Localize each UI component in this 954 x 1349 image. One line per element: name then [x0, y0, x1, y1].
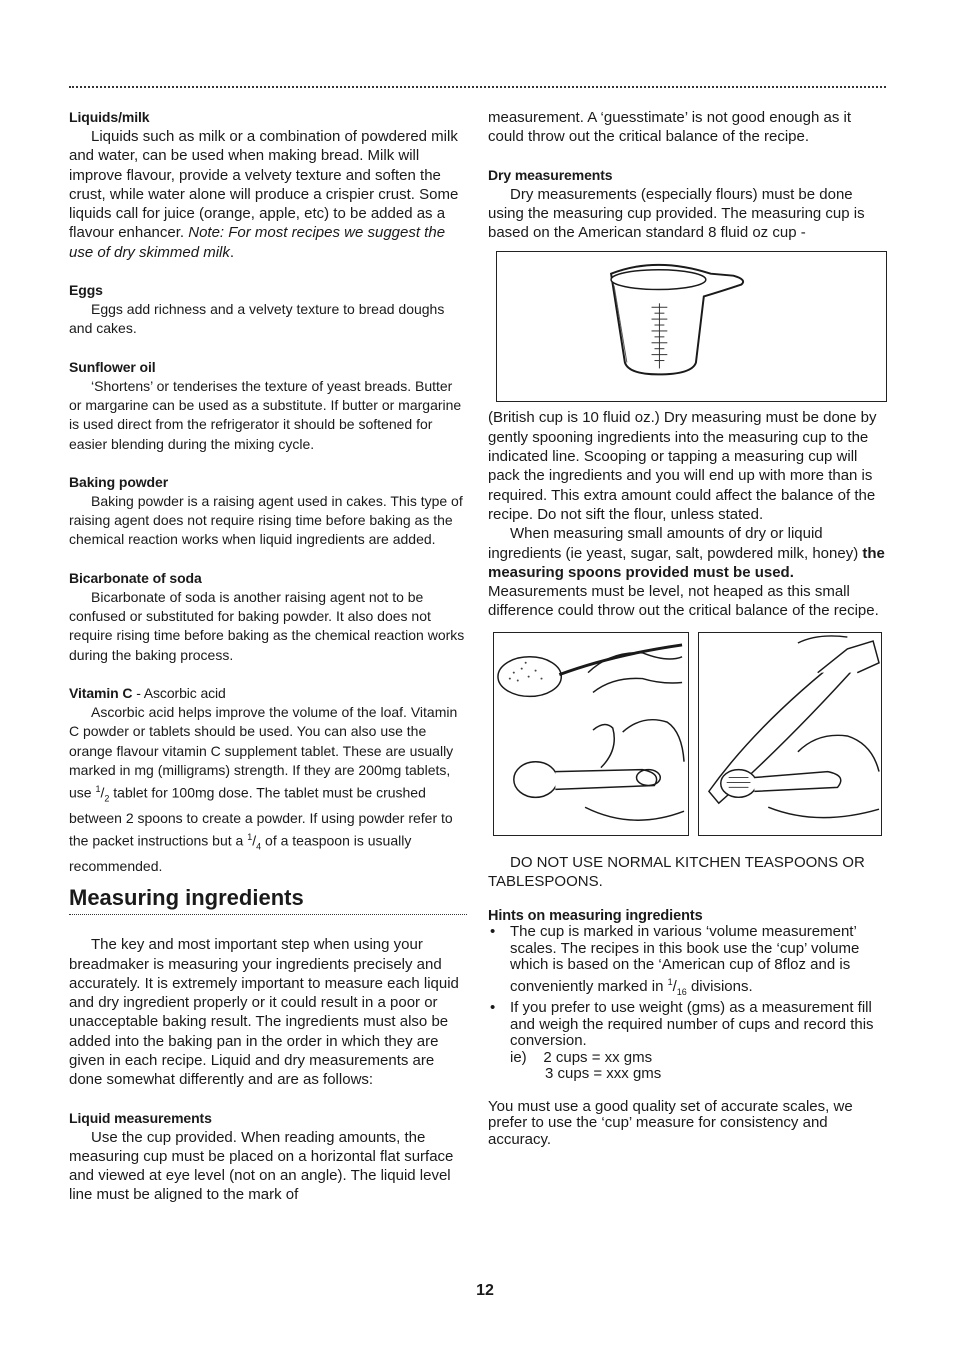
bicarbonate-paragraph: Bicarbonate of soda is another raising agent not to be confused or substituted for baking powder. It also does not require rising time before baking as the chemical reaction works during the baking process. — [69, 588, 465, 663]
measuring-cup-figure — [496, 251, 887, 402]
liquids-paragraph: Liquids such as milk or a combination of powdered milk and water, can be used when making bread. Milk will improve flavour, provide a velvety texture and soften the crust, while water alone will produce a crispier crust. Some liquids call for juice (orange, apple, etc) to be added as a flavour enhancer. Note: For most recipes we suggest the use of dry skimmed milk. — [69, 128, 459, 261]
spooning-illustration — [494, 633, 688, 835]
eggs-heading: Eggs — [69, 282, 103, 299]
sunflower-oil-paragraph: ‘Shortens’ or tenderises the texture of yeast breads. Butter or margarine can be used as a substitute. If butter or margarine is used direct from the refrigerator it should be softened for easier blending during the mixing cycle. — [69, 377, 462, 452]
hints-list — [488, 924, 888, 1050]
page-number: 12 — [476, 1282, 494, 1299]
dry-measurements-paragraph: Dry measurements (especially flours) must be done using the measuring cup provided. The measuring cup is based on the American standard 8 fluid oz cup - — [488, 185, 865, 242]
liquids-heading: Liquids/milk — [69, 109, 150, 125]
levelling-figure — [698, 632, 882, 836]
small-amounts-paragraph: When measuring small amounts of dry or liquid ingredients (ie yeast, sugar, salt, powdered milk, honey) the measuring spoons provided must be used. Measurements must be level, not heaped as this small difference could throw out the critical balance of the recipe. — [488, 525, 885, 620]
baking-powder-paragraph: Baking powder is a raising agent used in cakes. This type of raising agent does not require rising time before baking as the chemical reaction works when liquid ingredients are added. — [69, 492, 463, 548]
dry-measurements-continued: (British cup is 10 fluid oz.) Dry measuring must be done by gently spooning ingredients into the measuring cup to the indicated line. Scooping or tapping a measuring cup will pack the ingredients and you will end up with more than is required. This extra amount could affect the balance of the recipe. Do not sift the flour, unless stated. — [488, 409, 877, 523]
spooning-figure — [493, 632, 689, 836]
liquids-note: Note: For most recipes we suggest the use of dry skimmed milk — [69, 224, 446, 261]
vitamin-c-paragraph: Ascorbic acid helps improve the volume of the loaf. Vitamin C powder or tablets should be used. You can also use the orange flavour vitamin C supplement tablet. These are usually marked in mg (milligrams) strength. If they are 200mg tablets, use $^1/_2$ tablet for 100mg dose. The tablet must be crushed between 2 spoons to create a powder. If using powder refer to the packet instructions but a $^1/_4$ of a teaspoon is usually recommended. — [69, 703, 458, 874]
left-column — [69, 108, 467, 1205]
hint-item: • The cup is marked in various ‘volume measurement’ scales. The recipes in this book use the ‘cup’ volume which is based on the ‘American cup of 8floz and is conveniently marked in $^1/_{16}$ divisions. — [490, 923, 860, 997]
conversion-example-2: 3 cups = xxx gms — [545, 1065, 662, 1083]
bicarbonate-heading: Bicarbonate of soda — [69, 569, 202, 586]
section-title: Measuring ingredients — [69, 884, 467, 915]
intro-paragraph: The key and most important step when using your breadmaker is measuring your ingredients precisely and accurately. It is extremely important to measure each liquid and dry ingredient properly or it could result in a poor or unacceptable baking result. The ingredients must also be added into the baking pan in the order in which they are given in each recipe. Liquid and dry measurements are done somewhat differently and are as follows: — [69, 936, 459, 1089]
spoon-figures — [493, 632, 888, 836]
vitamin-c-heading: Vitamin C - Ascorbic acid — [69, 684, 226, 701]
conversion-example-1: ie) 2 cups = xx gms — [510, 1048, 653, 1066]
measuring-cup-illustration — [497, 252, 886, 401]
liquid-measurements-continued: measurement. A ‘guesstimate’ is not good enough as it could throw out the critical balance of the recipe. — [488, 109, 851, 146]
hints-heading: Hints on measuring ingredients — [488, 908, 703, 925]
liquid-measurements-paragraph: Use the cup provided. When reading amounts, the measuring cup must be placed on a horizontal flat surface and viewed at eye level (not on an angle). The liquid level line must be aligned to the mark of — [69, 1128, 454, 1204]
levelling-illustration — [699, 633, 881, 835]
baking-powder-heading: Baking powder — [69, 473, 169, 490]
sunflower-oil-heading: Sunflower oil — [69, 358, 156, 375]
dry-measurements-heading: Dry measurements — [488, 166, 613, 183]
top-dotted-rule — [69, 86, 886, 88]
warning-text: DO NOT USE NORMAL KITCHEN TEASPOONS OR TABLESPOONS. — [488, 853, 865, 891]
liquid-measurements-heading: Liquid measurements — [69, 1109, 212, 1126]
eggs-paragraph: Eggs add richness and a velvety texture to bread doughs and cakes. — [69, 301, 445, 337]
right-column — [488, 108, 888, 1148]
hint-item: • If you prefer to use weight (gms) as a measurement fill and weigh the required number of cups and record this conversion. — [490, 999, 874, 1050]
closing-paragraph: You must use a good quality set of accurate scales, we prefer to use the ‘cup’ measure for consistency and accuracy. — [488, 1097, 853, 1148]
